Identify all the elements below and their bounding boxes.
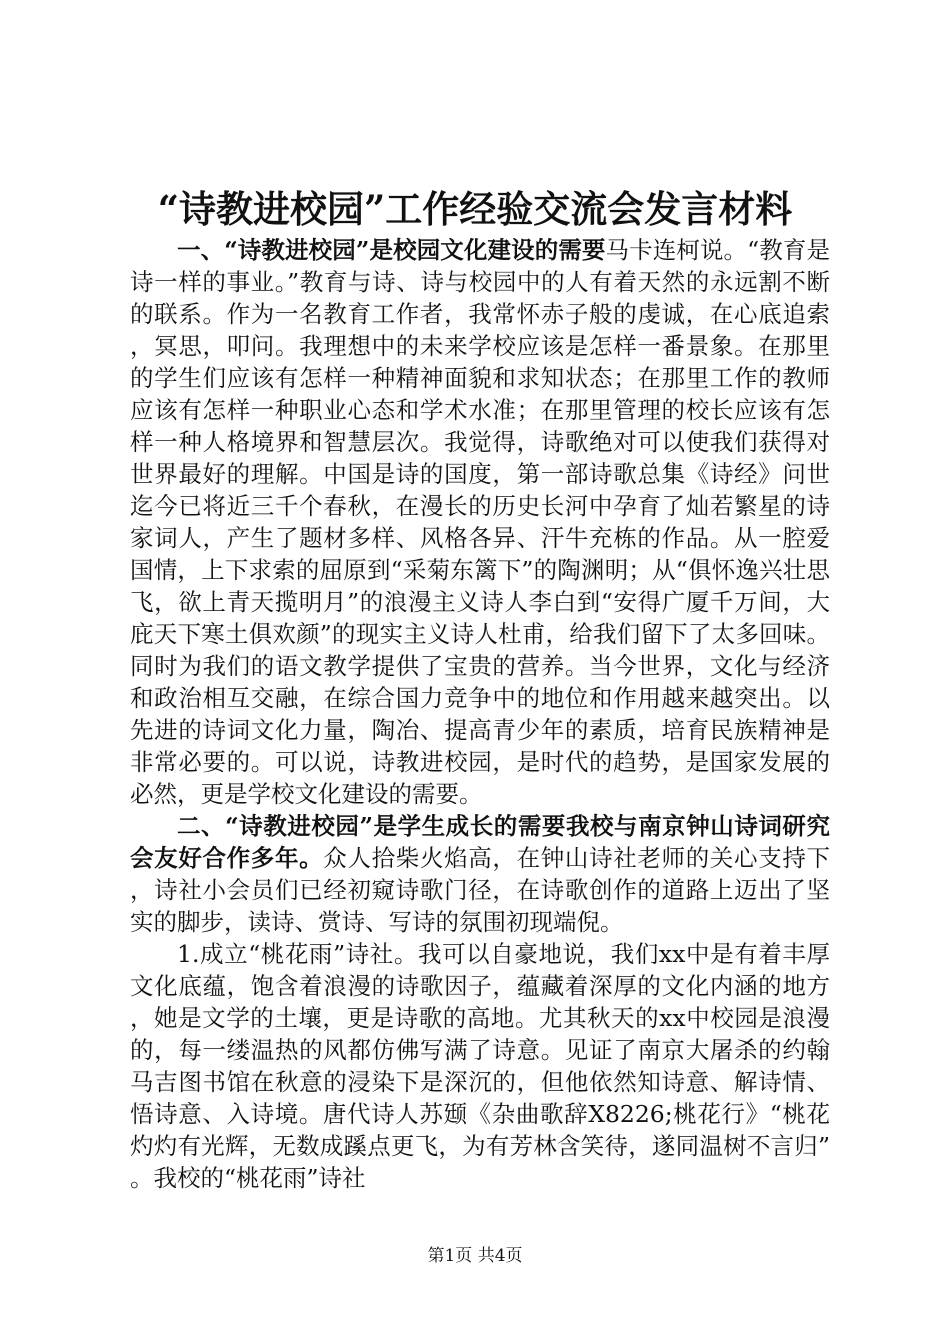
paragraph-1 (130, 234, 830, 810)
paragraph-3 (130, 938, 830, 1194)
paragraph-2-text: 众人拾柴火焰高，在钟山诗社老师的关心支持下，诗社小会员们已经初窥诗歌门径，在诗歌创作的道路上迈出了坚实的脚步，读诗、赏诗、写诗的氛围初现端倪。 (130, 844, 831, 936)
document-body (130, 234, 830, 1194)
paragraph-2-heading: 二、“诗教进校园”是学生成长的需要我校与南京钟山诗词研究会友好合作多年。 (130, 812, 830, 872)
paragraph-1-text: 马卡连柯说。“教育是诗一样的事业。”教育与诗、诗与校园中的人有着天然的永远割不断的联系。作为一名教育工作者，我常怀赤子般的虔诚，在心底追索，冥思，叩问。我理想中的未来学校应该是怎样一番景象。在那里的学生们应该有怎样一种精神面貌和求知状态；在那里工作的教师应该有怎样一种职业心态和学术水准；在那里管理的校长应该有怎样一种人格境界和智慧层次。我觉得，诗歌绝对可以使我们获得对世界最好的理解。中国是诗的国度，第一部诗歌总集《诗经》问世迄今已将近三千个春秋，在漫长的历史长河中孕育了灿若繁星的诗家词人，产生了题材多样、风格各异、汗牛充栋的作品。从一腔爱国情，上下求索的屈原到“采菊东篱下”的陶渊明；从“俱怀逸兴壮思飞，欲上青天揽明月”的浪漫主义诗人李白到“安得广厦千万间，大庇天下寒土俱欢颜”的现实主义诗人杜甫，给我们留下了太多回味。同时为我们的语文教学提供了宝贵的营养。当今世界，文化与经济和政治相互交融，在综合国力竞争中的地位和作用越来越突出。以先进的诗词文化力量，陶冶、提高青少年的素质，培育民族精神是非常必要的。可以说，诗教进校园，是时代的趋势，是国家发展的必然，更是学校文化建设的需要。 (130, 236, 830, 808)
document-title: “诗教进校园”工作经验交流会发言材料 (157, 187, 793, 231)
page-number-footer: 第1页 共4页 (427, 1246, 523, 1266)
paragraph-3-text: 1.成立“桃花雨”诗社。我可以自豪地说，我们xx中是有着丰厚文化底蕴，饱含着浪漫的诗歌因子，蕴藏着深厚的文化内涵的地方，她是文学的土壤，更是诗歌的高地。尤其秋天的xx中校园是浪漫的，每一缕温热的风都仿佛写满了诗意。见证了南京大屠杀的约翰马吉图书馆在秋意的浸染下是深沉的，但他依然知诗意、解诗情、悟诗意、入诗境。唐代诗人苏颋《杂曲歌辞X8226;桃花行》“桃花灼灼有光辉，无数成蹊点更飞，为有芳林含笑待，遂同温树不言归”。我校的“桃花雨”诗社 (130, 940, 830, 1192)
paragraph-2 (130, 810, 830, 938)
paragraph-1-heading: 一、“诗教进校园”是校园文化建设的需要 (177, 236, 606, 264)
